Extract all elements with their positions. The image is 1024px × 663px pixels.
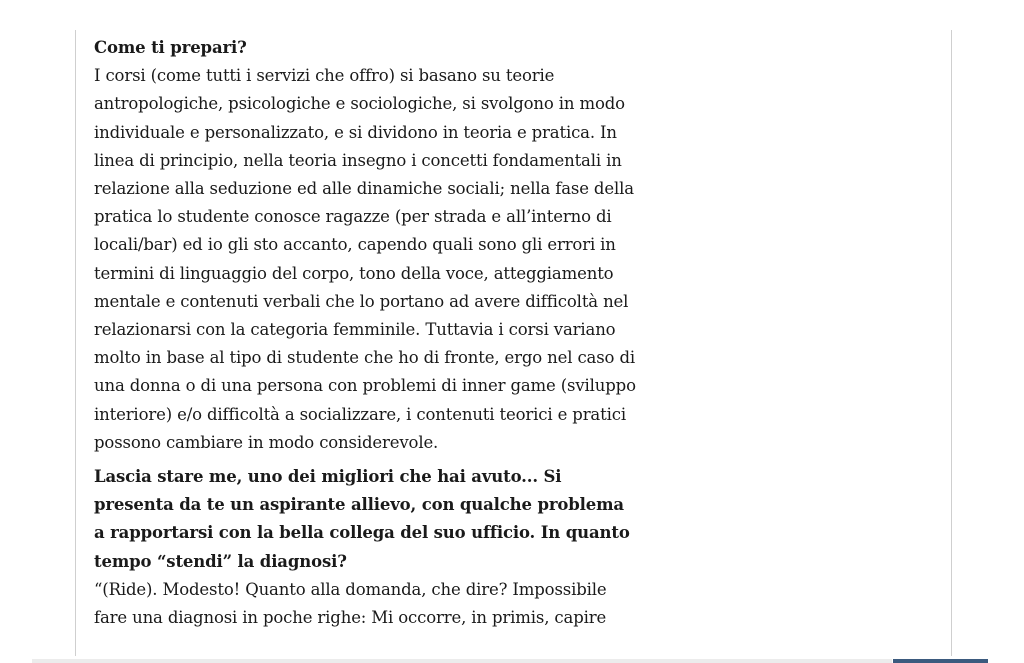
question-heading: Come ti prepari? xyxy=(94,38,247,57)
bottom-accent-bar xyxy=(893,659,988,663)
horizontal-scrollbar[interactable] xyxy=(32,659,892,663)
answer-paragraph: I corsi (come tutti i servizi che offro) si basano su teorie antropologiche, psicologiche e sociologiche, si svolgono in modo individuale e personalizzato, e si dividono in teoria e pratica. In linea di principio, nella teoria insegno i concetti fondamentali in relazione alla seduzione ed alle dinamiche sociali; nella fase della pratica lo studente conosce ragazze (per strada e all’interno di locali/bar) ed io gli sto accanto, capendo quali sono gli errori in termini di linguaggio del corpo, tono della voce, atteggiamento mentale e contenuti verbali che lo portano ad avere difficoltà nel relazionarsi con la categoria femminile. Tuttavia i corsi variano molto in base al tipo di studente che ho di fronte, ergo nel caso di una donna o di una persona con problemi di inner game (sviluppo interiore) e/o difficoltà a socializzare, i contenuti teorici e pratici possono cambiare in modo considerevole. xyxy=(94,66,636,452)
answer-paragraph: “(Ride). Modesto! Quanto alla domanda, che dire? Impossibile fare una diagnosi in poche righe: Mi occorre, in primis, capire xyxy=(94,579,607,628)
article-body xyxy=(94,34,639,638)
question-heading: Lascia stare me, uno dei migliori che hai avuto... Si presenta da te un aspirante allievo, con qualche problema a rapportarsi con la bella collega del suo ufficio. In quanto tempo “stendi” la diagnosi? xyxy=(94,467,630,571)
